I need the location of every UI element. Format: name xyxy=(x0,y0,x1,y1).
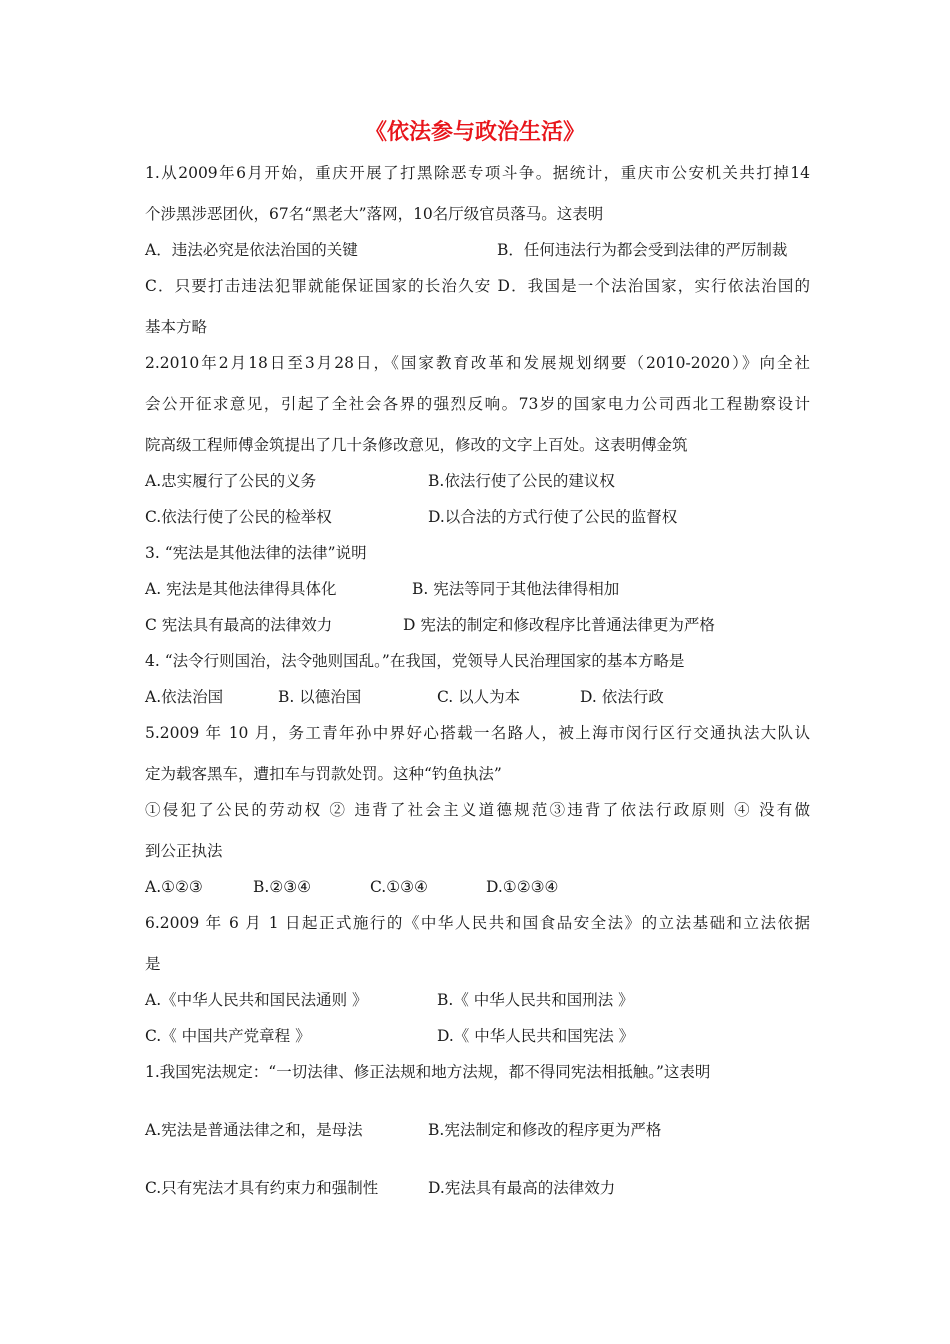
q4-option-c: C. 以人为本 xyxy=(437,688,521,706)
q2-option-b: B.依法行使了公民的建议权 xyxy=(428,472,615,490)
q3-option-c: C 宪法具有最高的法律效力 xyxy=(145,616,333,634)
q6-stem-line1: 6.2009 年 6 月 1 日起正式施行的《中华人民共和国食品安全法》的立法基础和立法依据 xyxy=(145,914,810,932)
q5-statements-continued: 到公正执法 xyxy=(145,842,223,860)
q5-stem-line2: 定为载客黑车，遭扣车与罚款处罚。这种“钓鱼执法” xyxy=(145,765,502,783)
q6-option-d: D.《 中华人民共和国宪法 》 xyxy=(437,1027,635,1045)
q7-option-d: D.宪法具有最高的法律效力 xyxy=(428,1179,616,1197)
q5-option-a: A.①②③ xyxy=(145,878,203,896)
q7-option-a: A.宪法是普通法律之和，是母法 xyxy=(145,1121,363,1139)
q6-stem-line2: 是 xyxy=(145,955,161,973)
q3-option-a: A. 宪法是其他法律得具体化 xyxy=(145,580,337,598)
q6-option-a: A.《中华人民共和国民法通则 》 xyxy=(145,991,368,1009)
q7-option-b: B.宪法制定和修改的程序更为严格 xyxy=(428,1121,662,1139)
q3-option-b: B. 宪法等同于其他法律得相加 xyxy=(412,580,620,598)
q6-option-b: B.《 中华人民共和国刑法 》 xyxy=(437,991,634,1009)
q1-stem-line1: 1.从2009年6月开始，重庆开展了打黑除恶专项斗争。据统计，重庆市公安机关共打掉14 xyxy=(145,164,810,182)
q3-stem: 3. “宪法是其他法律的法律”说明 xyxy=(145,544,367,562)
q2-option-c: C.依法行使了公民的检举权 xyxy=(145,508,332,526)
document-title: 《依法参与政治生活》 xyxy=(364,120,585,145)
q1-option-d-continued: 基本方略 xyxy=(145,318,208,336)
q5-statements: ①侵犯了公民的劳动权 ② 违背了社会主义道德规范③违背了依法行政原则 ④ 没有做 xyxy=(145,801,810,819)
q4-option-a: A.依法治国 xyxy=(145,688,224,706)
q2-stem-line2: 会公开征求意见，引起了全社会各界的强烈反响。73岁的国家电力公司西北工程勘察设计 xyxy=(145,395,810,413)
q5-option-c: C.①③④ xyxy=(370,878,428,896)
q5-option-b: B.②③④ xyxy=(253,878,312,896)
q2-option-a: A.忠实履行了公民的义务 xyxy=(145,472,317,490)
q5-option-d: D.①②③④ xyxy=(486,878,559,896)
q1-option-b: B．任何违法行为都会受到法律的严厉制裁 xyxy=(497,241,788,259)
q1-option-cd: C．只要打击违法犯罪就能保证国家的长治久安 D．我国是一个法治国家，实行依法治国的 xyxy=(145,277,810,295)
q1-option-a: A．违法必究是依法治国的关键 xyxy=(145,241,358,259)
q1-stem-line2: 个涉黑涉恶团伙，67名“黑老大”落网，10名厅级官员落马。这表明 xyxy=(145,205,604,223)
q6-option-c: C.《 中国共产党章程 》 xyxy=(145,1027,311,1045)
q7-option-c: C.只有宪法才具有约束力和强制性 xyxy=(145,1179,379,1197)
q2-stem-line3: 院高级工程师傅金筑提出了几十条修改意见，修改的文字上百处。这表明傅金筑 xyxy=(145,436,688,454)
q4-stem: 4. “法令行则国治，法令弛则国乱。”在我国，党领导人民治理国家的基本方略是 xyxy=(145,652,685,670)
q2-stem-line1: 2.2010年2月18日至3月28日，《国家教育改革和发展规划纲要（2010-2020）》向全社 xyxy=(145,354,810,372)
q4-option-b: B. 以德治国 xyxy=(278,688,362,706)
q5-stem-line1: 5.2009 年 10 月，务工青年孙中界好心搭载一名路人，被上海市闵行区行交通执法大队认 xyxy=(145,724,810,742)
q7-stem: 1.我国宪法规定：“一切法律、修正法规和地方法规，都不得同宪法相抵触。”这表明 xyxy=(145,1063,711,1081)
q3-option-d: D 宪法的制定和修改程序比普通法律更为严格 xyxy=(403,616,715,634)
q4-option-d: D. 依法行政 xyxy=(580,688,664,706)
q2-option-d: D.以合法的方式行使了公民的监督权 xyxy=(428,508,678,526)
